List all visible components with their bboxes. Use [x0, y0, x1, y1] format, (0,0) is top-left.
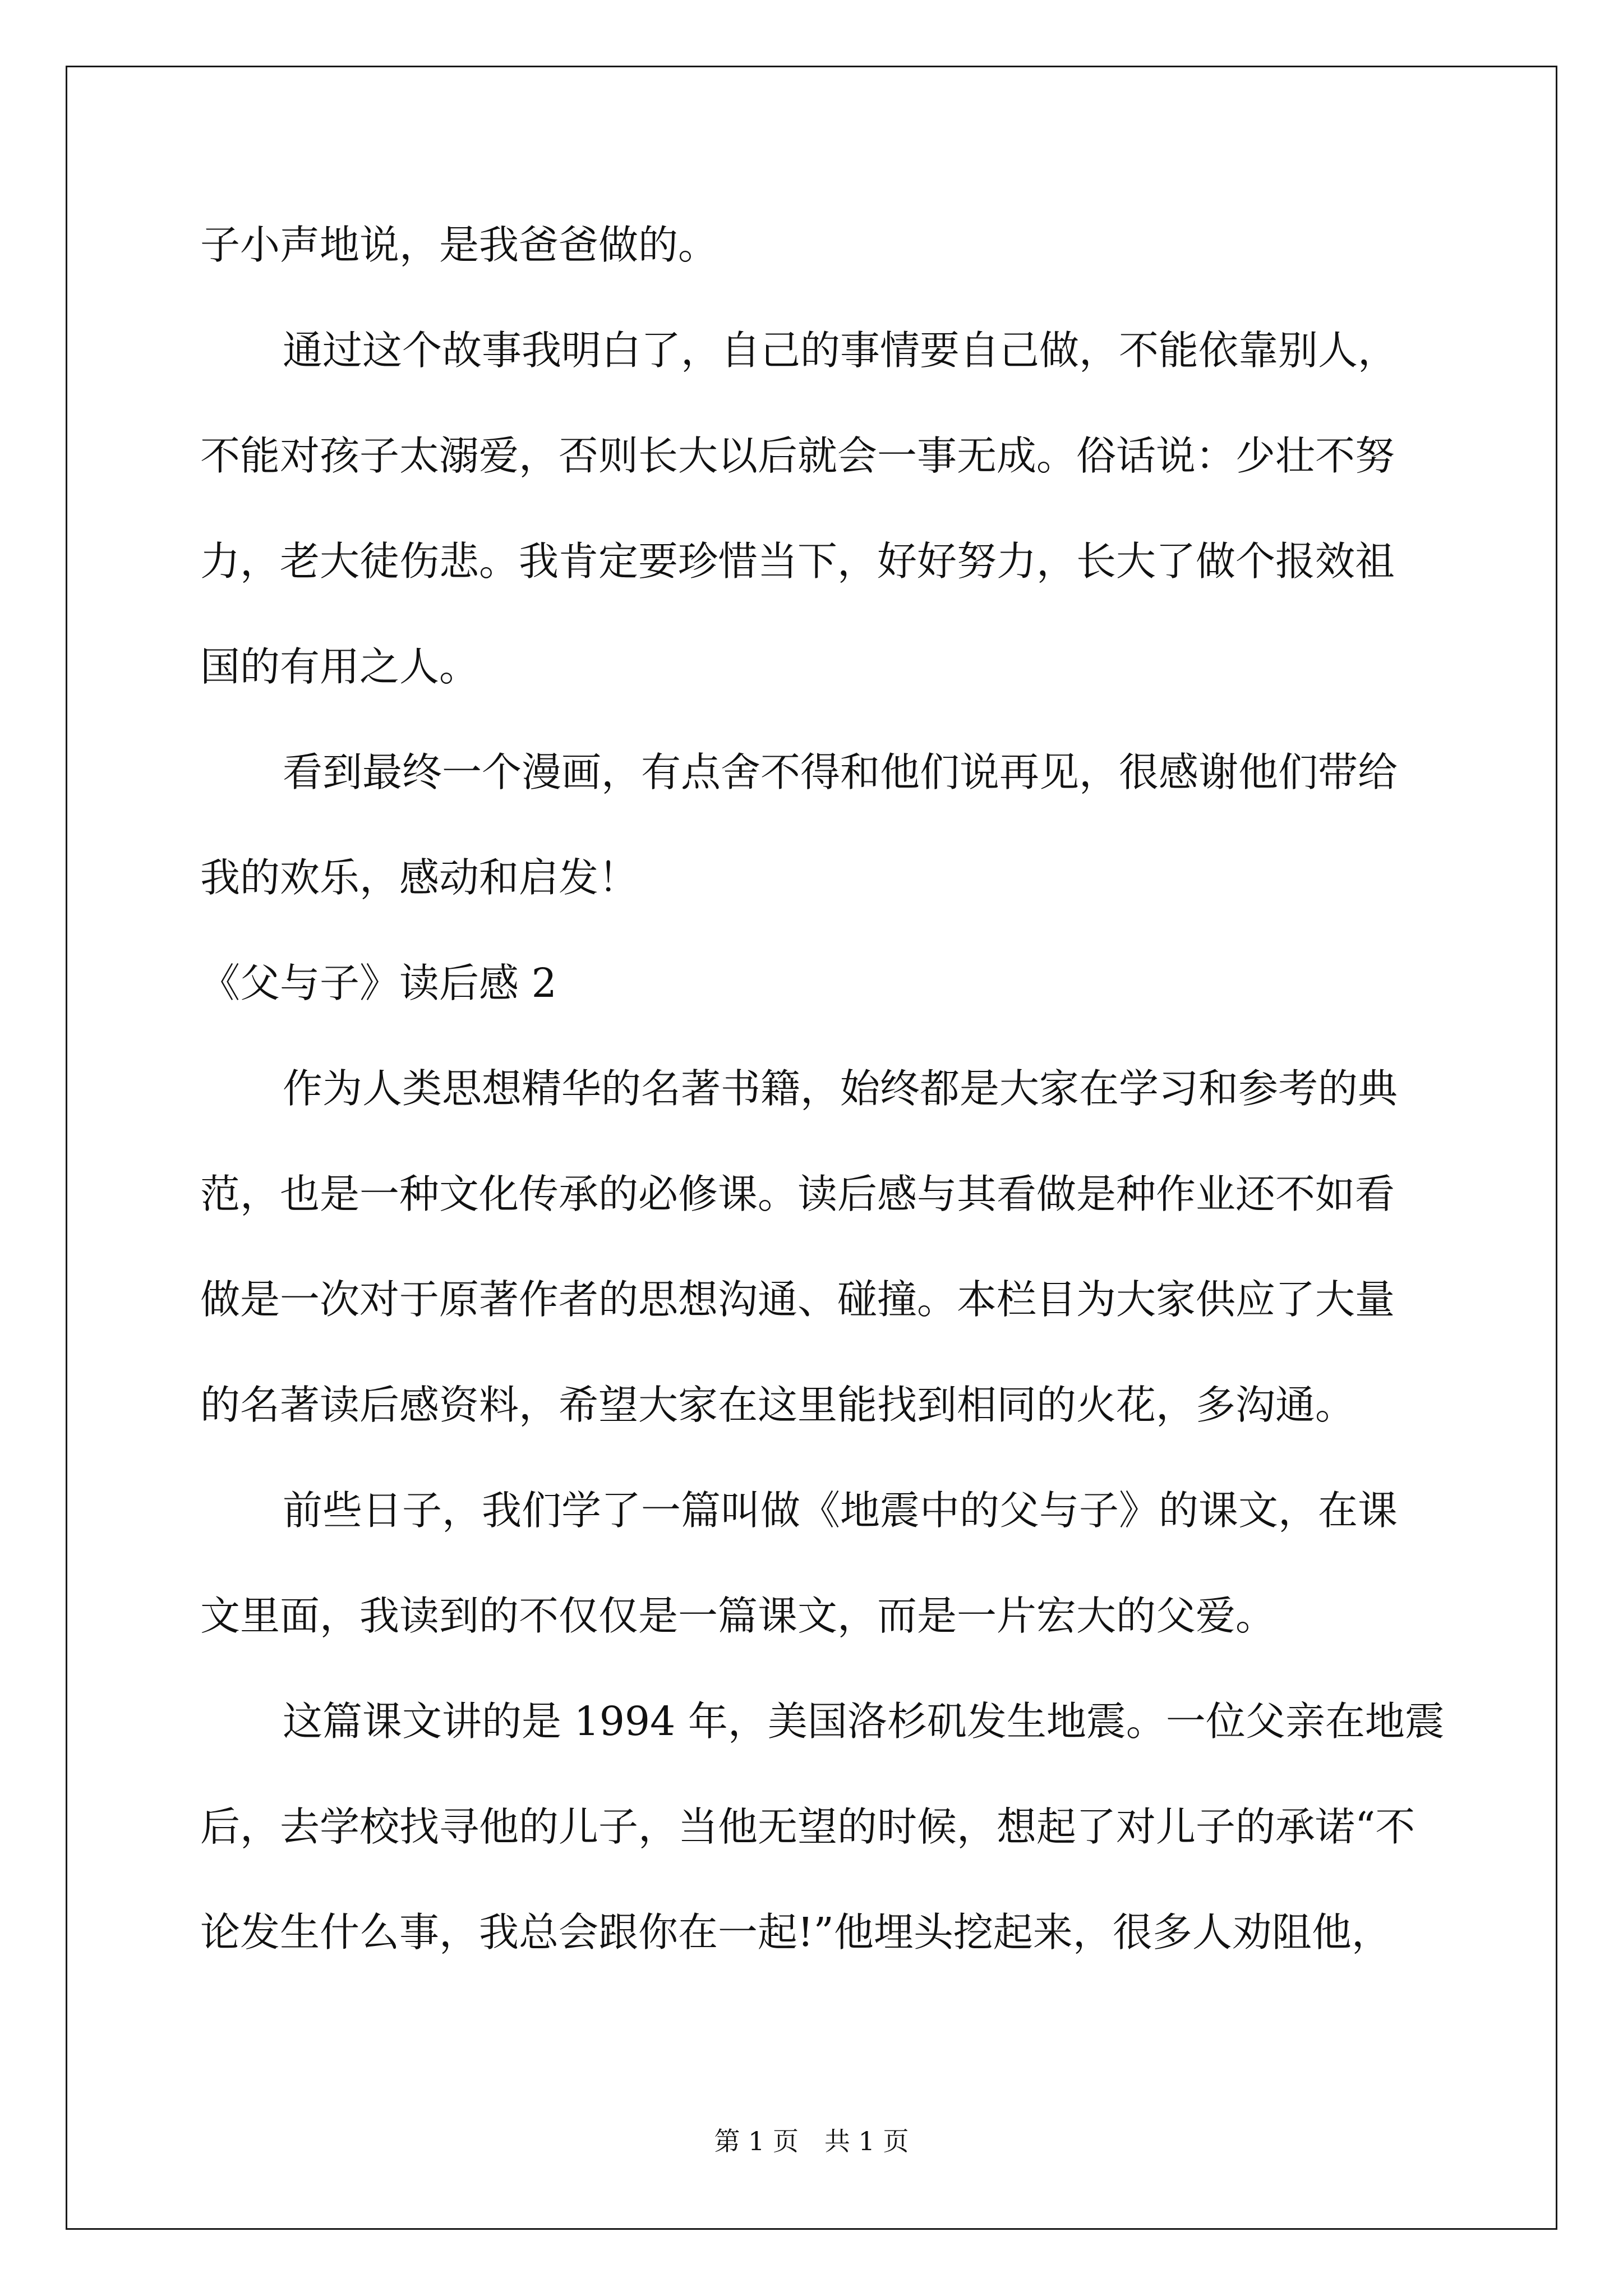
text-line: 子小声地说，是我爸爸做的。 — [200, 222, 718, 268]
page-footer: 第 1 页 共 1 页 — [714, 2126, 909, 2156]
text-line: 论发生什么事，我总会跟你在一起!”他埋头挖起来，很多人劝阻他， — [200, 1909, 1391, 1955]
paragraph-start: 看到最终一个漫画，有点舍不得和他们说再见，很感谢他们带给 — [283, 749, 1398, 795]
paragraph-start: 这篇课文讲的是 1994 年，美国洛杉矶发生地震。一位父亲在地震 — [283, 1698, 1445, 1745]
page-border — [66, 66, 1557, 2230]
text-line: 后，去学校找寻他的儿子，当他无望的时候，想起了对儿子的承诺“不 — [200, 1803, 1415, 1850]
text-line: 力，老大徒伤悲。我肯定要珍惜当下，好好努力，长大了做个报效祖 — [200, 538, 1395, 585]
text-line: 范，也是一种文化传承的必修课。读后感与其看做是种作业还不如看 — [200, 1171, 1395, 1217]
paragraph-start: 作为人类思想精华的名著书籍，始终都是大家在学习和参考的典 — [283, 1065, 1398, 1112]
text-line: 我的欢乐，感动和启发！ — [200, 854, 639, 901]
section-heading: 《父与子》读后感 2 — [200, 960, 557, 1006]
text-line: 文里面，我读到的不仅仅是一篇课文，而是一片宏大的父爱。 — [200, 1593, 1276, 1639]
text-line: 的名著读后感资料，希望大家在这里能找到相同的火花，多沟通。 — [200, 1382, 1355, 1428]
paragraph-start: 前些日子，我们学了一篇叫做《地震中的父与子》的课文，在课 — [283, 1487, 1398, 1534]
text-line: 做是一次对于原著作者的思想沟通、碰撞。本栏目为大家供应了大量 — [200, 1276, 1395, 1323]
text-line: 国的有用之人。 — [200, 643, 479, 690]
text-line: 不能对孩子太溺爱，否则长大以后就会一事无成。俗话说：少壮不努 — [200, 432, 1395, 479]
paragraph-start: 通过这个故事我明白了，自己的事情要自己做，不能依靠别人， — [283, 327, 1398, 374]
